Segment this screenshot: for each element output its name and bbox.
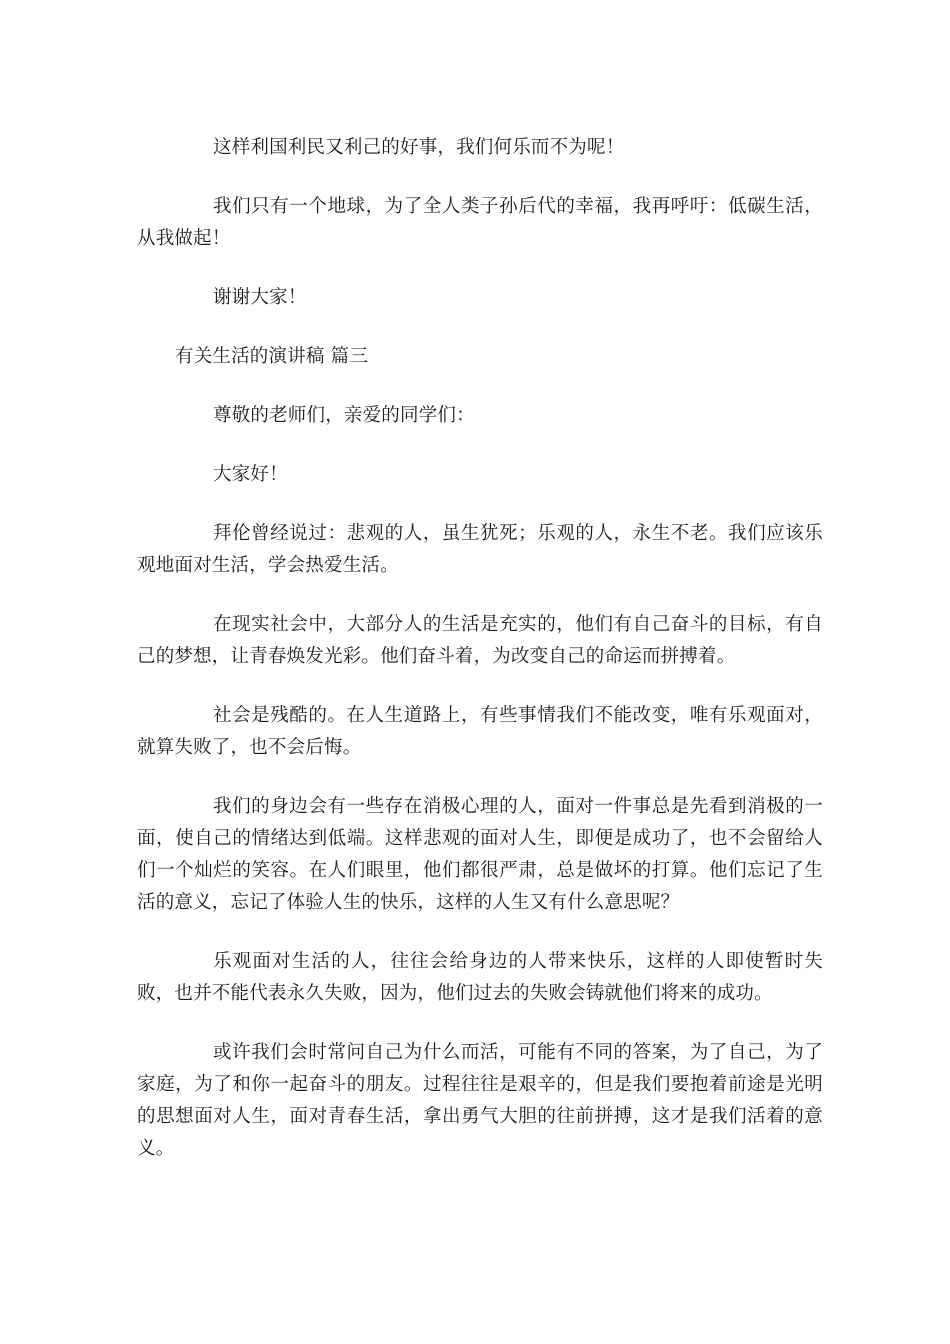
paragraph-meaning: 或许我们会时常问自己为什么而活，可能有不同的答案，为了自己，为了家庭，为了和你一起奋斗的朋友。过程往往是艰辛的，但是我们要抱着前途是光明的思想面对人生，面对青春生活，拿出勇气大胆的往前拼搏，这才是我们活着的意义。 <box>137 1042 823 1159</box>
paragraph-optimists: 乐观面对生活的人，往往会给身边的人带来快乐，这样的人即使暂时失败，也并不能代表永久失败，因为，他们过去的失败会铸就他们将来的成功。 <box>137 951 823 1004</box>
paragraph-pessimists: 我们的身边会有一些存在消极心理的人，面对一件事总是先看到消极的一面，使自己的情绪达到低端。这样悲观的面对人生，即便是成功了，也不会留给人们一个灿烂的笑容。在人们眼里，他们都很严肃，总是做坏的打算。他们忘记了生活的意义，忘记了体验人生的快乐，这样的人生又有什么意思呢？ <box>137 796 823 913</box>
paragraph-reality: 在现实社会中，大部分人的生活是充实的，他们有自己奋斗的目标，有自己的梦想，让青春焕发光彩。他们奋斗着，为改变自己的命运而拼搏着。 <box>137 614 823 667</box>
document-body <box>137 132 823 1192</box>
paragraph-byron-quote: 拜伦曾经说过：悲观的人，虽生犹死；乐观的人，永生不老。我们应该乐观地面对生活，学会热爱生活。 <box>137 523 823 576</box>
paragraph-3: 谢谢大家！ <box>213 287 307 308</box>
paragraph-1: 这样利国利民又利己的好事，我们何乐而不为呢！ <box>213 137 625 158</box>
paragraph-greeting: 大家好！ <box>213 464 288 485</box>
section-heading: 有关生活的演讲稿 篇三 <box>175 346 369 367</box>
paragraph-2: 我们只有一个地球，为了全人类子孙后代的幸福，我再呼吁：低碳生活，从我做起！ <box>137 196 823 249</box>
paragraph-salutation: 尊敬的老师们，亲爱的同学们： <box>213 405 475 426</box>
paragraph-society: 社会是残酷的。在人生道路上，有些事情我们不能改变，唯有乐观面对，就算失败了，也不会后悔。 <box>137 705 823 758</box>
